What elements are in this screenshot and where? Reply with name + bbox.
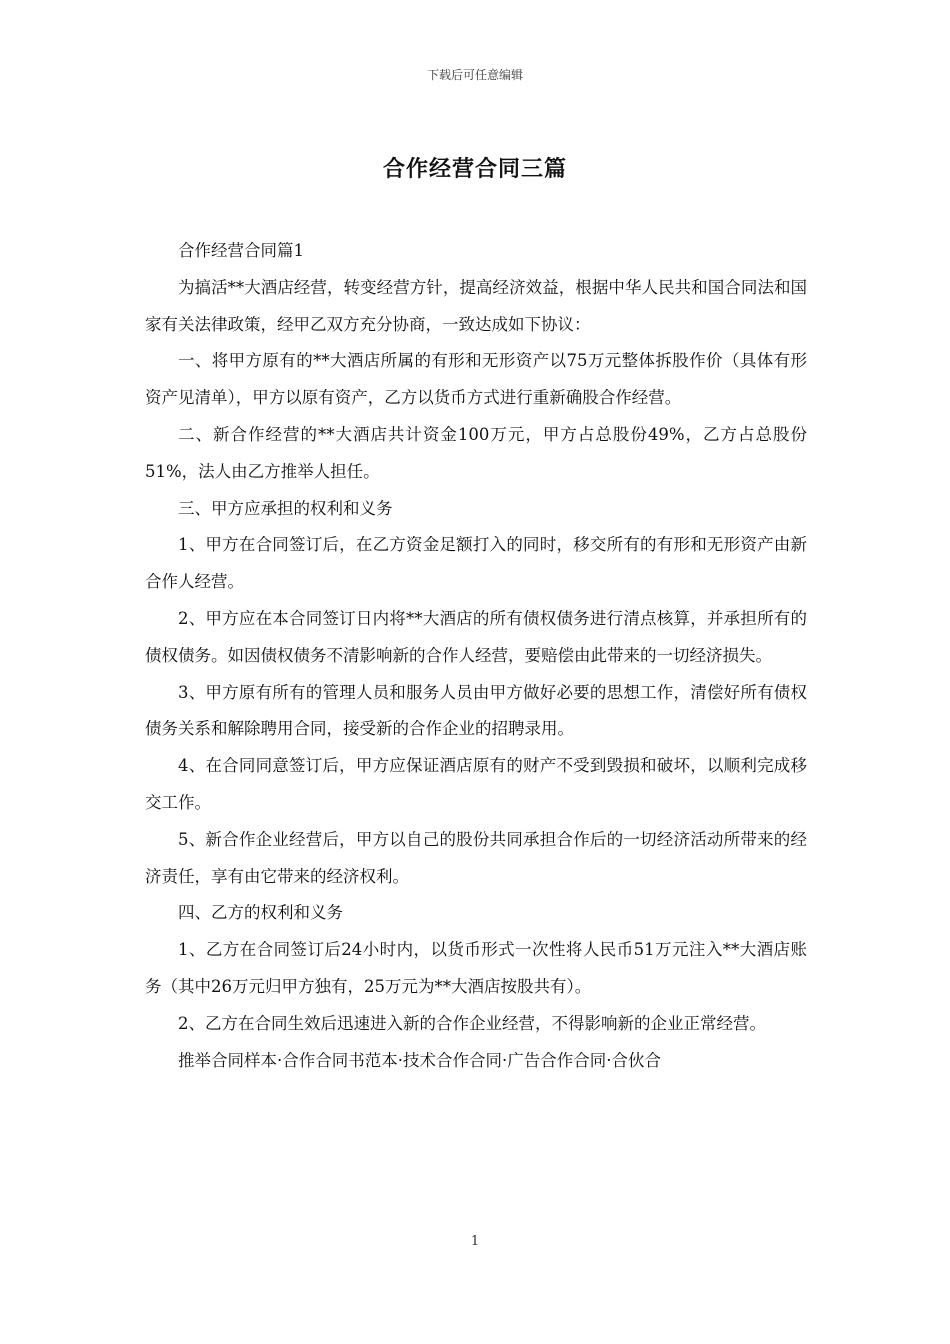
paragraph: 2、乙方在合同生效后迅速进入新的合作企业经营，不得影响新的企业正常经营。 <box>178 1013 766 1033</box>
paragraph: 四、乙方的权利和义务 <box>178 903 343 923</box>
paragraph: 一、将甲方原有的**大酒店所属的有形和无形资产以75万元整体拆股作价（具体有形资产见清单），甲方以原有资产，乙方以货币方式进行重新确股合作经营。 <box>145 351 807 408</box>
paragraph: 1、甲方在合同签订后，在乙方资金足额打入的同时，移交所有的有形和无形资产由新合作人经营。 <box>145 535 807 592</box>
header-note: 下载后可任意编辑 <box>426 68 523 82</box>
paragraph: 为搞活**大酒店经营，转变经营方针，提高经济效益，根据中华人民共和国合同法和国家有关法律政策，经甲乙双方充分协商，一致达成如下协议： <box>145 277 807 334</box>
paragraph: 三、甲方应承担的权利和义务 <box>178 498 393 518</box>
paragraph: 二、新合作经营的**大酒店共计资金100万元，甲方占总股份49%，乙方占总股份51%，法人由乙方推举人担任。 <box>145 424 807 481</box>
paragraph: 2、甲方应在本合同签订日内将**大酒店的所有债权债务进行清点核算，并承担所有的债权债务。如因债权债务不清影响新的合作人经营，要赔偿由此带来的一切经济损失。 <box>145 608 807 665</box>
paragraph: 4、在合同同意签订后，甲方应保证酒店原有的财产不受到毁损和破坏，以顺利完成移交工作。 <box>145 756 807 812</box>
page-number: 1 <box>470 1234 480 1249</box>
paragraph: 1、乙方在合同签订后24小时内，以货币形式一次性将人民币51万元注入**大酒店账务（其中26万元归甲方独有，25万元为**大酒店按股共有）。 <box>145 940 807 996</box>
paragraph: 合作经营合同篇1 <box>178 241 304 260</box>
document-title: 合作经营合同三篇 <box>382 157 567 182</box>
paragraph: 3、甲方原有所有的管理人员和服务人员由甲方做好必要的思想工作，清偿好所有债权债务关系和解除聘用合同，接受新的合作企业的招聘录用。 <box>145 682 807 739</box>
paragraph: 5、新合作企业经营后，甲方以自己的股份共同承担合作后的一切经济活动所带来的经济责任，享有由它带来的经济权利。 <box>145 829 807 886</box>
paragraph: 推举合同样本·合作合同书范本·技术合作合同·广告合作合同·合伙合 <box>178 1050 661 1070</box>
document-body <box>145 233 807 1079</box>
